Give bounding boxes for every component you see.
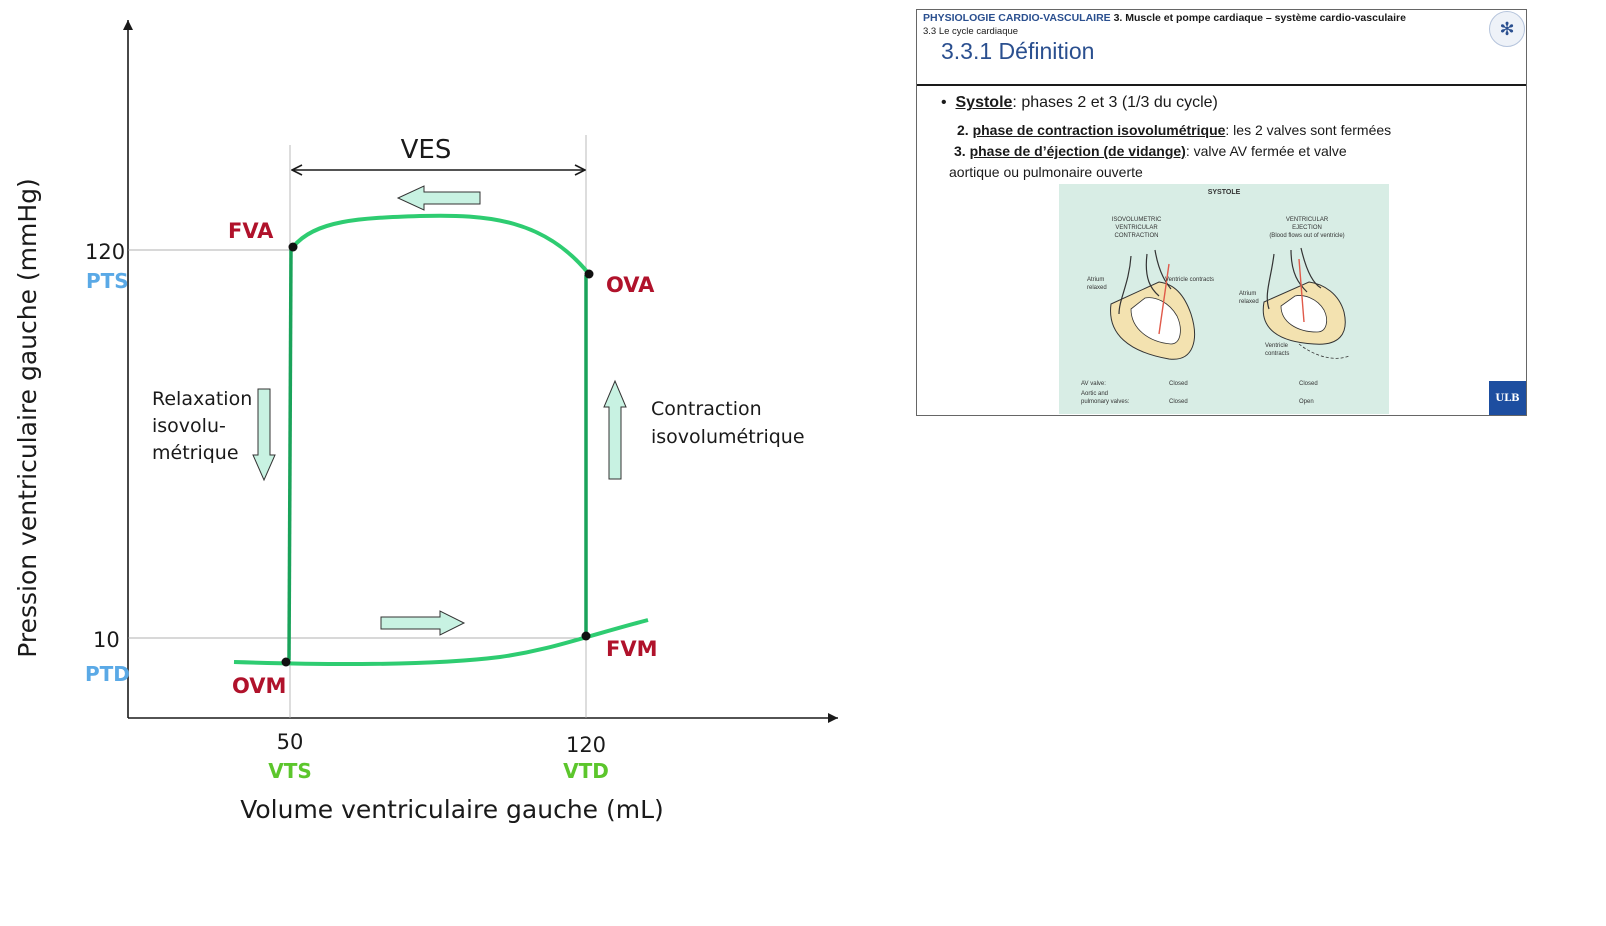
title-divider — [917, 84, 1526, 86]
phase-3-line — [954, 143, 1347, 159]
university-seal-icon: ✻ — [1489, 11, 1525, 47]
x-tick-vtd: VTD — [563, 759, 609, 783]
right-ventricle-line2: contracts — [1265, 351, 1290, 357]
right-atrium-line2: relaxed — [1239, 299, 1259, 305]
lecture-slide — [916, 9, 1527, 416]
av-valve-left-state: Closed — [1169, 381, 1188, 387]
systole-bullet — [941, 94, 1218, 112]
y-tick-pts: PTS — [86, 269, 129, 293]
av-valve-right-state: Closed — [1299, 381, 1318, 387]
slide-header-course: PHYSIOLOGIE CARDIO-VASCULAIRE — [923, 12, 1111, 24]
right-ventricle-line1: Ventricle — [1265, 343, 1289, 349]
right-caption-line3: (Blood flows out of ventricle) — [1269, 233, 1345, 239]
left-ventricle-contracts: Ventricle contracts — [1165, 277, 1215, 283]
y-tick-120: 120 — [85, 240, 126, 264]
av-valve-label: AV valve: — [1081, 381, 1106, 387]
filling-direction-arrow — [381, 611, 464, 635]
contraction-direction-arrow — [604, 381, 626, 479]
ulb-logo: ULB — [1489, 381, 1526, 415]
figure-title: SYSTOLE — [1207, 189, 1241, 196]
phase-2-number: 2. — [957, 122, 969, 138]
left-atrium-line1: Atrium — [1087, 277, 1105, 283]
phase-3-term: phase de d’éjection (de vidange) — [969, 143, 1186, 159]
phase-3-continuation: aortique ou pulmonaire ouverte — [949, 164, 1143, 180]
slide-title: 3.3.1 Définition — [941, 38, 1095, 64]
x-tick-50: 50 — [276, 730, 304, 754]
phase-3-number: 3. — [954, 143, 966, 159]
contraction-text-line2: isovolumétrique — [651, 426, 805, 448]
point-fvm-dot — [582, 632, 591, 641]
stroke-volume-label: VES — [400, 135, 452, 165]
left-caption-line3: CONTRACTION — [1114, 233, 1159, 239]
x-axis-label: Volume ventriculaire gauche (mL) — [240, 795, 664, 824]
point-fvm-label: FVM — [606, 637, 658, 661]
y-axis-label: Pression ventriculaire gauche (mmHg) — [13, 178, 42, 658]
phase-2-term: phase de contraction isovolumétrique — [972, 122, 1226, 138]
y-tick-10: 10 — [93, 628, 120, 652]
relaxation-text-line3: métrique — [152, 442, 239, 464]
relaxation-direction-arrow — [253, 389, 275, 480]
aortic-valves-right-state: Open — [1299, 399, 1314, 405]
relaxation-text-line1: Relaxation — [152, 388, 253, 410]
left-atrium-line2: relaxed — [1087, 285, 1107, 291]
slide-subheader: 3.3 Le cycle cardiaque — [923, 26, 1019, 37]
aortic-valves-label — [1081, 390, 1129, 406]
point-ova-dot — [585, 270, 594, 279]
ejection-direction-arrow — [398, 186, 480, 210]
phase-2-line — [957, 122, 1391, 138]
relaxation-text-line2: isovolu- — [152, 415, 226, 437]
slide-header-chapter: 3. Muscle et pompe cardiaque – système cardio-vasculaire — [1113, 12, 1406, 24]
right-atrium-line1: Atrium — [1239, 291, 1257, 297]
x-tick-vts: VTS — [268, 759, 312, 783]
heart-illustrations — [1059, 184, 1389, 414]
point-fva-dot — [289, 243, 298, 252]
point-ova-label: OVA — [606, 273, 655, 297]
x-tick-120: 120 — [565, 733, 607, 757]
phase-2-description: : les 2 valves sont fermées — [1225, 122, 1392, 138]
slide-header — [923, 12, 1406, 24]
right-caption-line2: EJECTION — [1292, 225, 1322, 231]
right-atrium-relaxed — [1239, 290, 1259, 306]
systole-term: Systole — [955, 94, 1013, 111]
bullet-dot: • — [941, 94, 956, 111]
left-caption-line2: VENTRICULAR — [1115, 225, 1158, 231]
systole-figure — [1059, 184, 1389, 414]
phase-3-description: : valve AV fermée et valve — [1185, 143, 1347, 159]
aortic-label-line2: pulmonary valves: — [1081, 399, 1130, 405]
right-heart-dashed-outline — [1299, 344, 1349, 358]
pv-loop-ejection — [293, 216, 589, 274]
point-ovm-dot — [282, 658, 291, 667]
systole-description: : phases 2 et 3 (1/3 du cycle) — [1012, 94, 1218, 111]
left-caption-line1: ISOVOLUMETRIC — [1111, 217, 1162, 223]
right-caption-line1: VENTRICULAR — [1285, 217, 1329, 223]
contraction-text-line1: Contraction — [651, 398, 762, 420]
left-atrium-relaxed — [1087, 276, 1107, 292]
aortic-valves-left-state: Closed — [1169, 399, 1188, 405]
y-tick-ptd: PTD — [85, 662, 130, 686]
aortic-label-line1: Aortic and — [1081, 391, 1109, 397]
point-fva-label: FVA — [228, 219, 274, 243]
point-ovm-label: OVM — [232, 674, 287, 698]
pv-loop-isovolumetric-relaxation — [289, 248, 291, 660]
right-ventricle-contracts — [1265, 342, 1289, 358]
